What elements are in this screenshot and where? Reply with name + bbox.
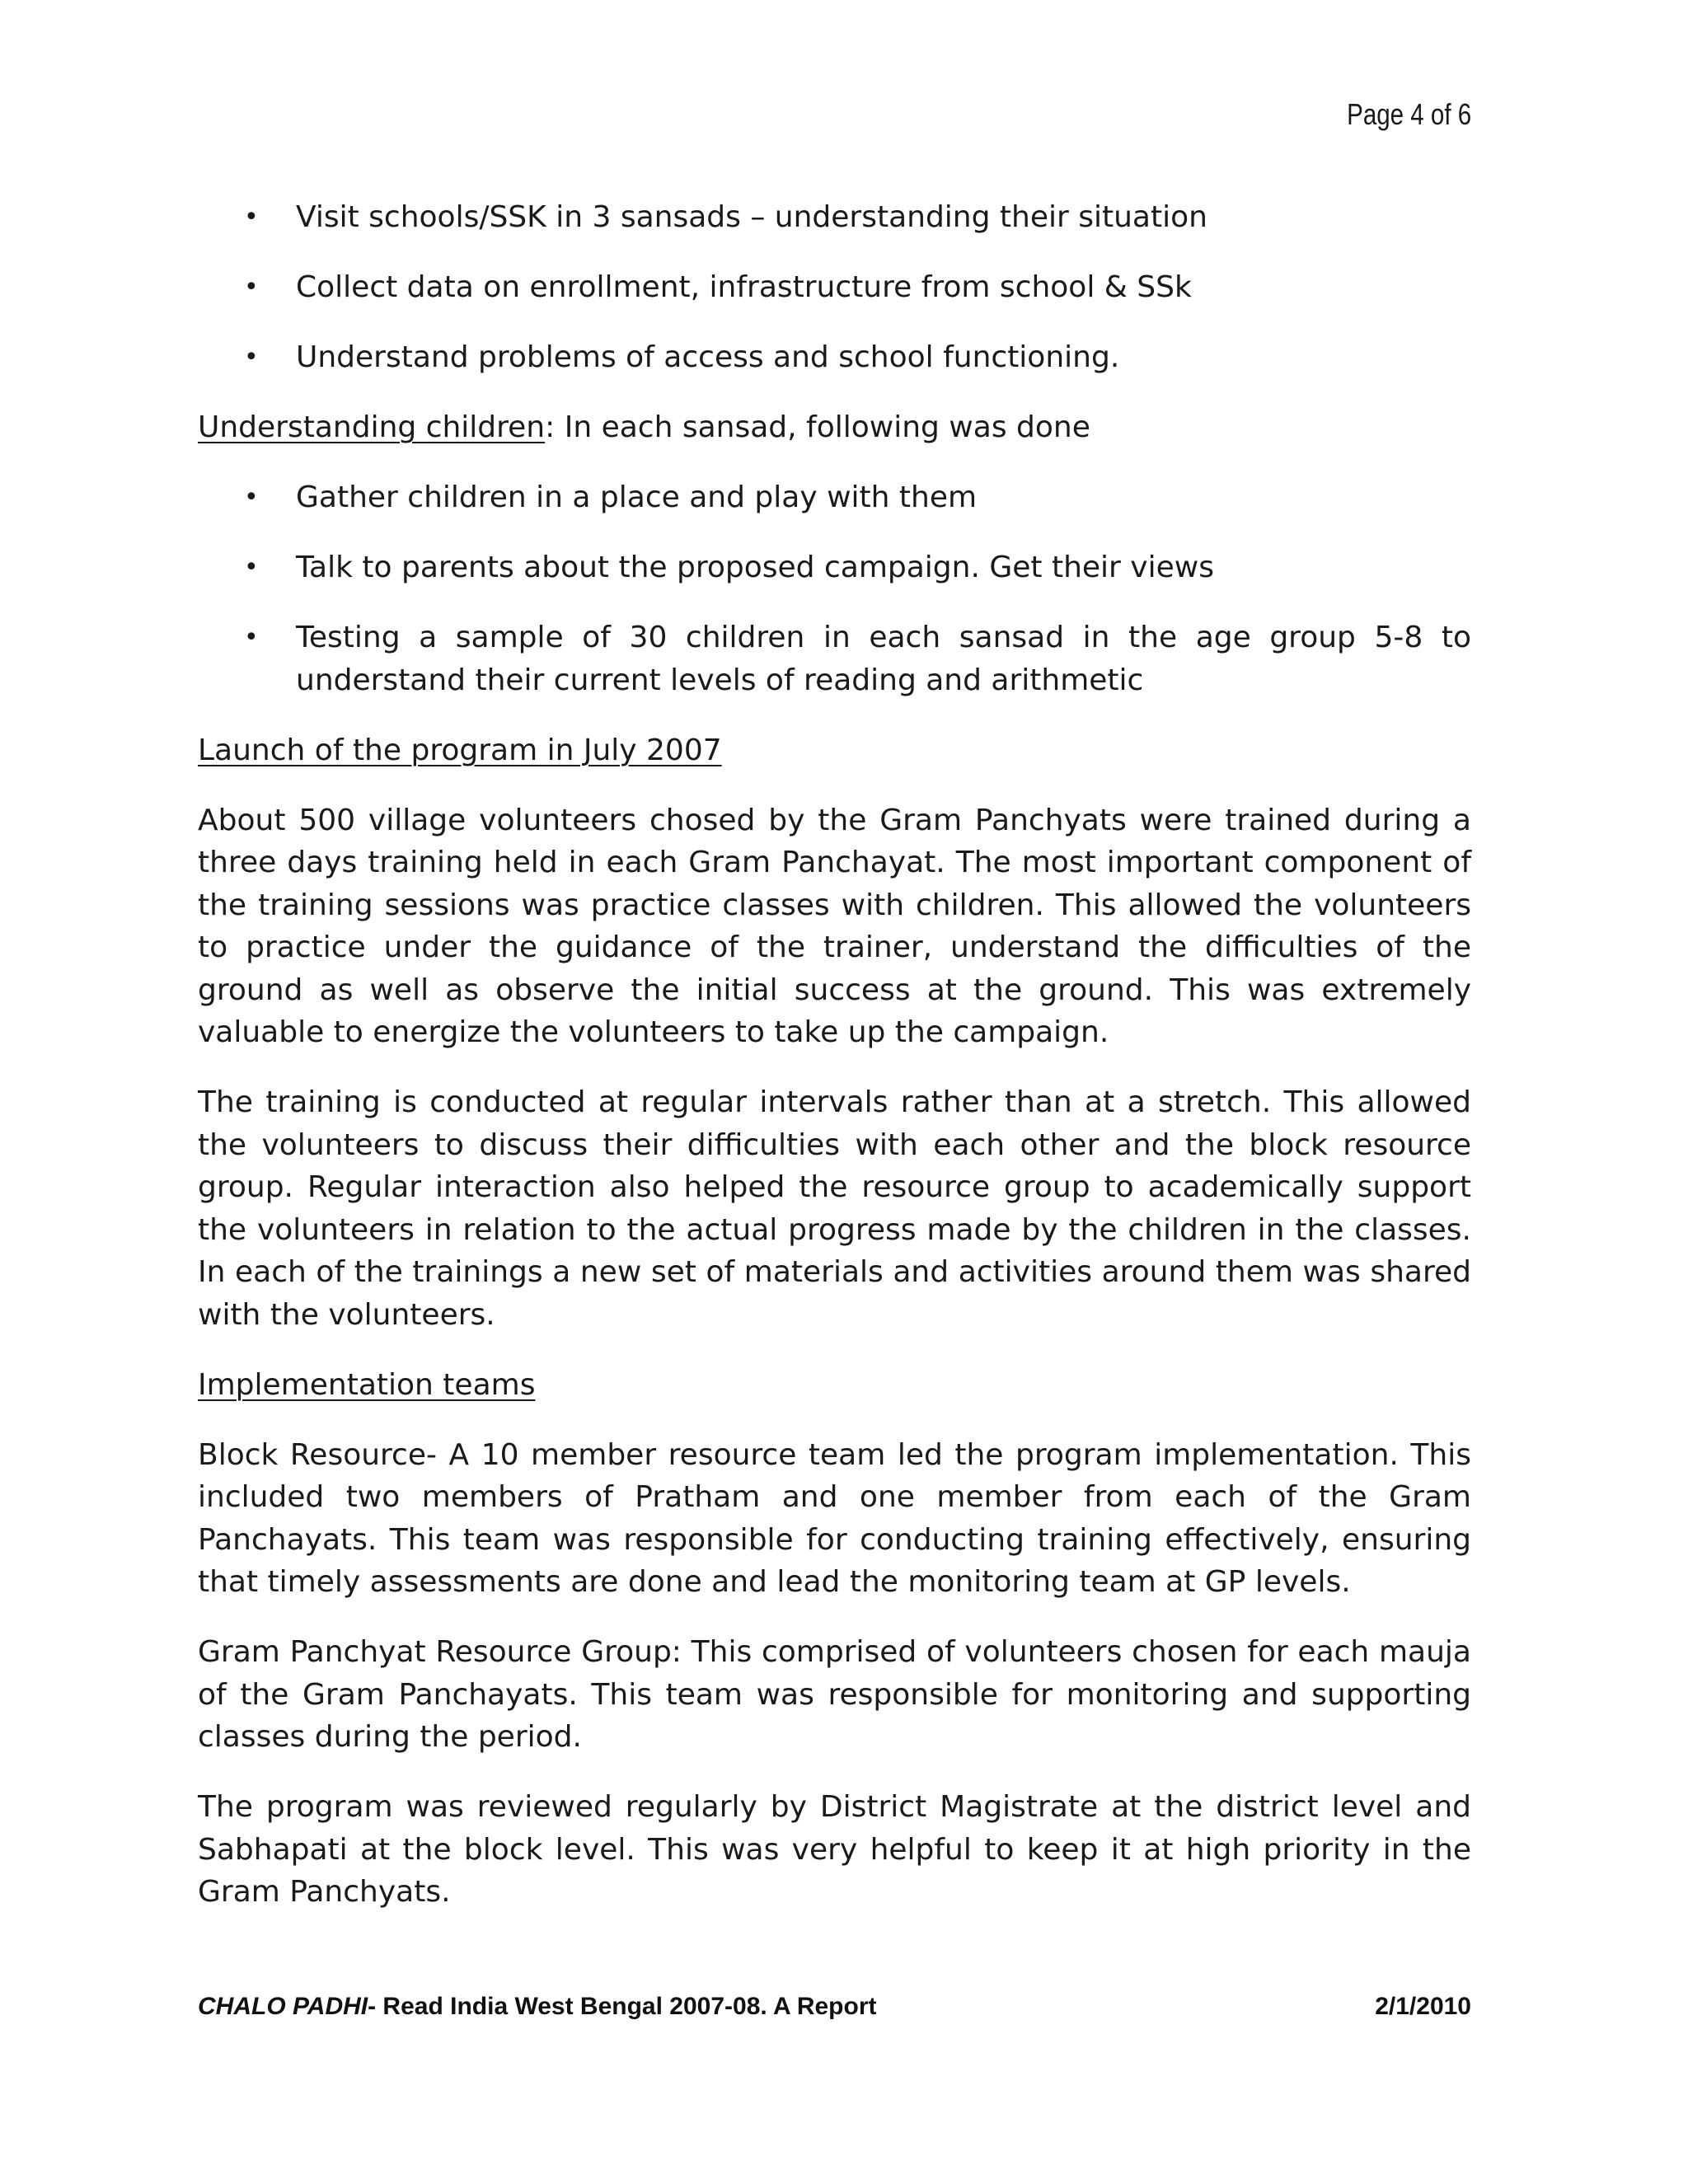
list-item: • Testing a sample of 30 children in each sansad in the age group 5-8 to understand their current levels of reading and arithmetic (198, 616, 1471, 701)
understanding-children-line: Understanding children: In each sansad, following was done (198, 410, 1090, 444)
paragraph: The training is conducted at regular intervals rather than at a stretch. This allowed the volunteers to discuss their difficulties with each other and the block resource group. Regular interaction also helped the resource group to academically support the volunteers in relation to the actual progress made by the children in the classes. In each of the trainings a new set of materials and activities around them was shared with the volunteers. (198, 1085, 1471, 1332)
section-heading-implementation: Implementation teams (198, 1367, 536, 1402)
section-heading-launch: Launch of the program in July 2007 (198, 733, 722, 767)
bullet-icon: • (244, 343, 259, 372)
paragraph: Gram Panchyat Resource Group: This comprised of volunteers chosen for each mauja of the Gram Panchayats. This team was responsible for monitoring and supporting classes during the period. (198, 1635, 1471, 1754)
document-body (198, 196, 1471, 1941)
paragraph: The program was reviewed regularly by District Magistrate at the district level and Sabhapati at the block level. This was very helpful to keep it at high priority in the Gram Panchyats. (198, 1790, 1471, 1909)
footer-date: 2/1/2010 (1375, 1993, 1471, 2020)
paragraph: Block Resource- A 10 member resource team led the program implementation. This included two members of Pratham and one member from each of the Gram Panchayats. This team was responsible for conducting training effectively, ensuring that timely assessments are done and lead the monitoring team at GP levels. (198, 1437, 1471, 1599)
bullet-icon: • (244, 553, 259, 582)
list-item: • Visit schools/SSK in 3 sansads – understanding their situation (198, 196, 1471, 239)
list-item: • Collect data on enrollment, infrastructure from school & SSk (198, 266, 1471, 309)
list-item: • Gather children in a place and play with them (198, 476, 1471, 519)
footer-title: CHALO PADHI- Read India West Bengal 2007-08. A Report (198, 1993, 877, 2020)
paragraph: About 500 village volunteers chosed by the Gram Panchyats were trained during a three days training held in each Gram Panchayat. The most important component of the training sessions was practice classes with children. This allowed the volunteers to practice under the guidance of the trainer, understand the difficulties of the ground as well as observe the initial success at the ground. This was extremely valuable to energize the volunteers to take up the campaign. (198, 803, 1471, 1049)
list-item: • Talk to parents about the proposed campaign. Get their views (198, 546, 1471, 589)
bullet-icon: • (244, 623, 259, 652)
bullet-list-children (198, 476, 1471, 701)
bullet-icon: • (244, 273, 259, 302)
page-number: Page 4 of 6 (1346, 97, 1471, 131)
list-item: • Understand problems of access and school functioning. (198, 336, 1471, 379)
bullet-icon: • (244, 203, 259, 232)
section-heading: Understanding children (198, 410, 546, 444)
bullet-list-schools (198, 196, 1471, 379)
bullet-icon: • (244, 483, 259, 512)
